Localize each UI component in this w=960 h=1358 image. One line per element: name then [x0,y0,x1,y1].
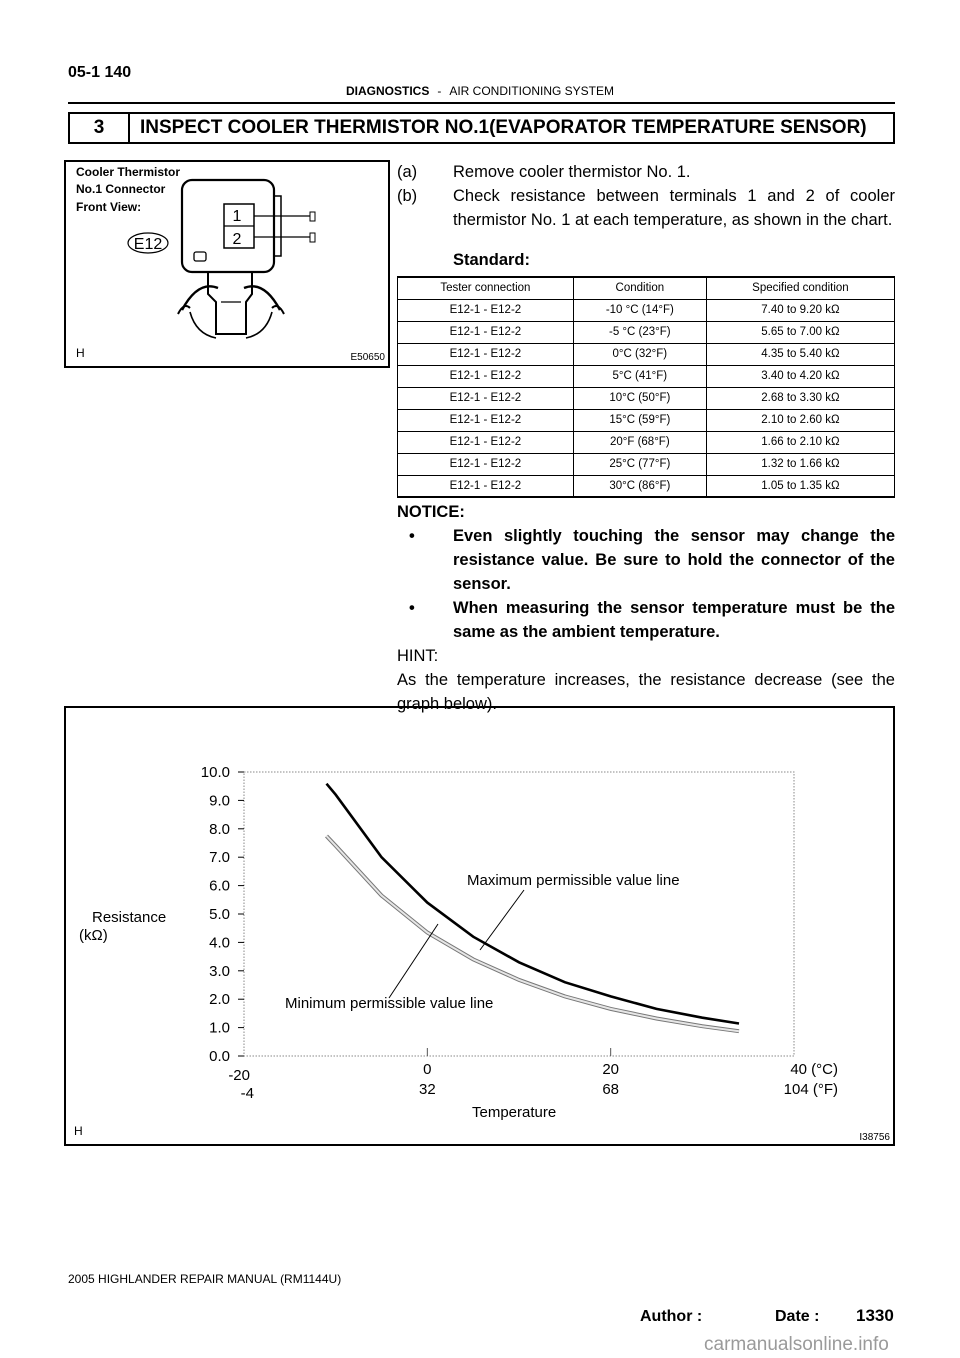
x-tick-label-celsius: 40 (°C) [790,1061,838,1078]
specified-condition-cell: 2.68 to 3.30 kΩ [706,387,894,409]
y-axis-label: Resistance [92,909,167,926]
x-tick-label-fahrenheit: -4 [240,1085,254,1102]
table-row [398,475,895,497]
condition-cell: 0°C (32°F) [573,343,706,365]
resistance-graph [66,708,893,1144]
table-header-row [398,277,895,299]
bullet-icon: • [409,599,415,617]
y-tick-label: 10.0 [200,764,230,781]
header-rule [68,102,895,104]
hint-title: HINT: [397,647,439,665]
standard-row [397,248,895,272]
table-row [398,365,895,387]
connector-caption-line-3: Front View: [76,200,142,214]
table-row [398,409,895,431]
condition-cell: 20°F (68°F) [573,431,706,453]
table-header-tester: Tester connection [398,277,574,299]
condition-cell: 5°C (41°F) [573,365,706,387]
y-tick-label: 5.0 [209,906,230,923]
tester-connection-cell: E12-1 - E12-2 [398,387,574,409]
condition-cell: 25°C (77°F) [573,453,706,475]
table-row [398,343,895,365]
plot-frame [244,772,794,1056]
table-header-condition: Condition [573,277,706,299]
pin-2-label: 2 [232,231,242,248]
x-tick-label-celsius: 0 [423,1061,432,1078]
tester-connection-cell: E12-1 - E12-2 [398,409,574,431]
condition-cell: -5 °C (23°F) [573,321,706,343]
instruction-a-text: Remove cooler thermistor No. 1. [453,163,691,181]
notice-bullet-1-text: Even slightly touching the sensor may change the resistance value. Be sure to hold the connector of the sensor. [453,527,895,593]
condition-cell: 10°C (50°F) [573,387,706,409]
specified-condition-cell: 1.66 to 2.10 kΩ [706,431,894,453]
table-row [398,387,895,409]
resistance-graph-figure [64,706,895,1146]
notice-title: NOTICE: [397,503,465,521]
condition-cell: -10 °C (14°F) [573,299,706,321]
min-line-leader [389,924,438,998]
pin-1-label: 1 [232,208,242,225]
y-tick-label: 3.0 [209,962,230,980]
connector-figure [64,160,390,368]
graph-h-mark: H [74,1124,83,1138]
table-row [398,299,895,321]
connector-caption-line-1: Cooler Thermistor [76,165,181,179]
section-title: DIAGNOSTICS [345,84,430,98]
hint-text: As the temperature increases, the resistance decrease (see the graph below). [397,671,895,713]
y-tick-label: 0.0 [209,1048,230,1065]
instruction-a [397,160,895,184]
x-tick-label-fahrenheit: 104 (°F) [783,1081,838,1098]
x-tick-label-fahrenheit: 32 [418,1081,436,1098]
tester-connection-cell: E12-1 - E12-2 [398,299,574,321]
table-row [398,453,895,475]
terminal-2-symbol [310,233,315,242]
y-tick-label: 2.0 [209,991,230,1009]
connector-figure-id: E50650 [350,352,385,363]
step-heading [68,112,895,144]
x-tick-label-celsius: 20 [602,1061,620,1078]
y-axis-unit: (kΩ) [79,927,108,944]
y-tick-label: 7.0 [209,849,230,867]
condition-cell: 30°C (86°F) [573,475,706,497]
tester-connection-cell: E12-1 - E12-2 [398,343,574,365]
page-number: 05-1 140 [68,64,132,81]
max-line-leader [480,890,524,950]
instruction-a-label: (a) [397,163,418,181]
y-tick-label: 1.0 [209,1019,230,1037]
table-row [398,321,895,343]
tester-connection-cell: E12-1 - E12-2 [398,475,574,497]
section-header [0,84,960,98]
tester-connection-cell: E12-1 - E12-2 [398,321,574,343]
step-title: INSPECT COOLER THERMISTOR NO.1(EVAPORATOR TEMPERATURE SENSOR) [140,117,867,138]
connector-caption-line-2: No.1 Connector [76,182,166,196]
tester-connection-cell: E12-1 - E12-2 [398,365,574,387]
instruction-b-label: (b) [397,187,418,205]
instruction-b-text: Check resistance between terminals 1 and 2 of cooler thermistor No. 1 at each temperature, as shown in the chart. [453,187,895,229]
notice-bullet-2-text: When measuring the sensor temperature must be the same as the ambient temperature. [453,599,895,641]
specified-condition-cell: 1.32 to 1.66 kΩ [706,453,894,475]
author-label: Author : [640,1308,703,1325]
specified-condition-cell: 1.05 to 1.35 kΩ [706,475,894,497]
step-number: 3 [70,114,130,142]
tester-connection-cell: E12-1 - E12-2 [398,431,574,453]
table-header-spec: Specified condition [706,277,894,299]
specified-condition-cell: 7.40 to 9.20 kΩ [706,299,894,321]
figure-h-mark: H [76,346,85,360]
connector-code-label: E12 [133,236,163,253]
y-tick-label: 9.0 [209,792,230,810]
x-tick-label-celsius: -20 [228,1067,250,1084]
notice-bullet-1 [397,524,895,596]
y-tick-label: 6.0 [209,877,230,895]
standard-label: Standard: [453,251,531,269]
subsection-title: AIR CONDITIONING SYSTEM [449,84,615,98]
x-axis-label: Temperature [472,1104,557,1121]
terminal-1-symbol [310,212,315,221]
bullet-icon: • [409,527,415,545]
specified-condition-cell: 4.35 to 5.40 kΩ [706,343,894,365]
max-line-label: Maximum permissible value line [467,872,680,889]
condition-cell: 15°C (59°F) [573,409,706,431]
instruction-b [397,184,895,256]
notice-bullet-2 [397,596,895,644]
specified-condition-cell: 3.40 to 4.20 kΩ [706,365,894,387]
footer-page-number: 1330 [856,1306,894,1325]
date-label: Date : [775,1308,820,1325]
table-row [398,431,895,453]
min-line-label: Minimum permissible value line [285,995,494,1012]
specified-condition-cell: 2.10 to 2.60 kΩ [706,409,894,431]
y-tick-label: 4.0 [209,934,230,952]
header-separator: - [437,84,442,98]
manual-title: 2005 HIGHLANDER REPAIR MANUAL (RM1144U) [68,1272,342,1286]
watermark: carmanualsonline.info [704,1334,889,1355]
specified-condition-cell: 5.65 to 7.00 kΩ [706,321,894,343]
graph-figure-id: I38756 [859,1132,890,1143]
tester-connection-cell: E12-1 - E12-2 [398,453,574,475]
y-tick-label: 8.0 [209,820,230,838]
connector-drawing [66,162,388,366]
x-tick-label-fahrenheit: 68 [602,1081,620,1098]
spec-table [397,276,895,498]
